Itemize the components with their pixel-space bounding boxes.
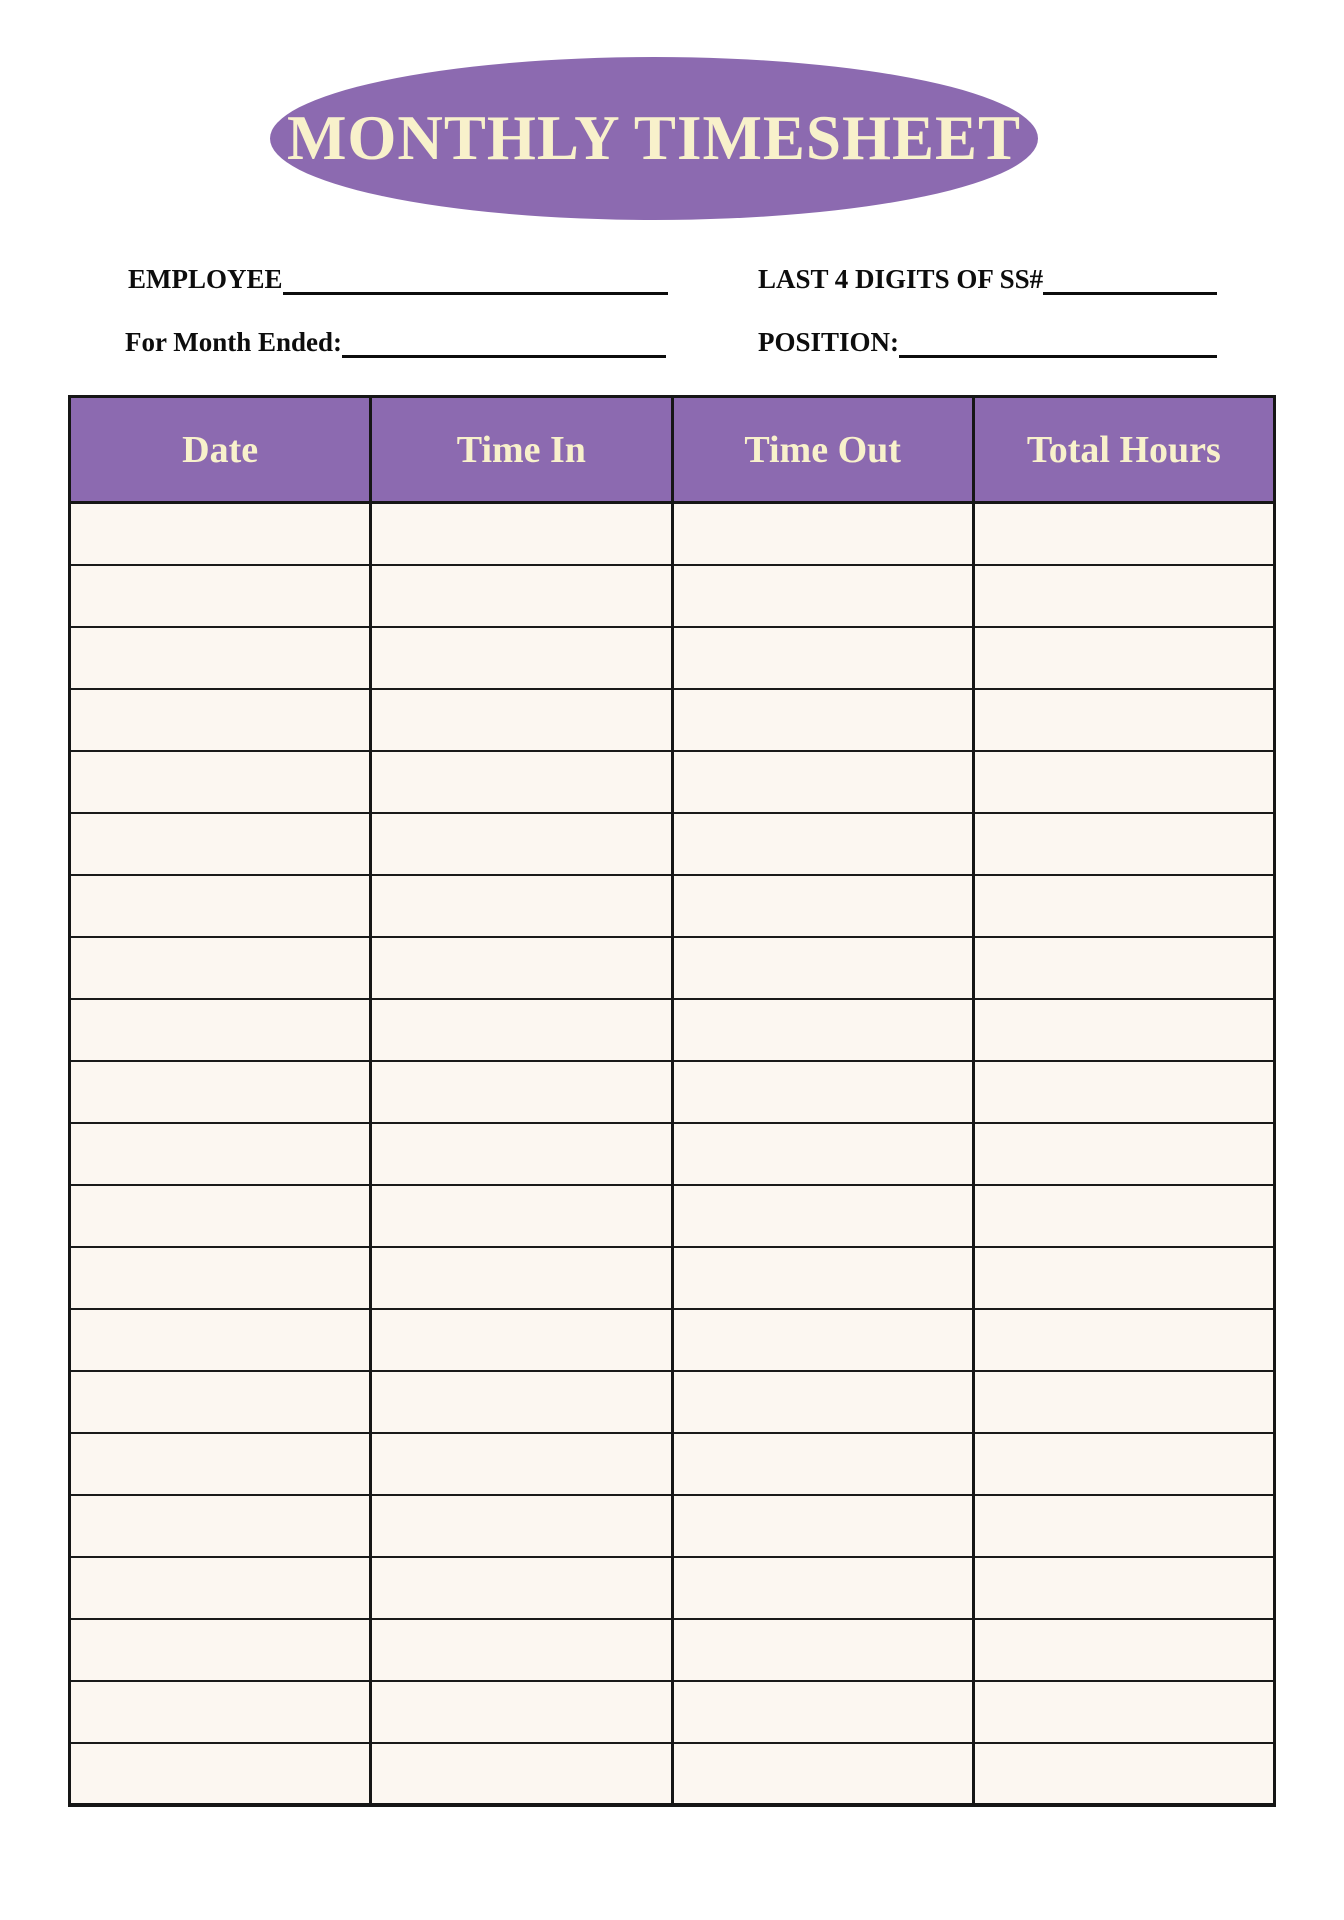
timesheet-cell: [70, 1681, 371, 1743]
timesheet-cell: [973, 999, 1274, 1061]
timesheet-cell: [973, 1743, 1274, 1805]
timesheet-cell: [672, 813, 973, 875]
timesheet-cell: [672, 1495, 973, 1557]
table-row: [70, 1433, 1275, 1495]
month-ended-field: [125, 327, 666, 358]
timesheet-cell: [973, 1247, 1274, 1309]
timesheet-cell: [973, 1185, 1274, 1247]
table-row: [70, 999, 1275, 1061]
position-fill-line: [899, 355, 1217, 358]
timesheet-cell: [70, 627, 371, 689]
column-header-date: Date: [70, 397, 371, 503]
timesheet-cell: [70, 565, 371, 627]
header-row: [70, 397, 1275, 503]
table-row: [70, 1557, 1275, 1619]
timesheet-cell: [371, 937, 672, 999]
timesheet-cell: [973, 1309, 1274, 1371]
timesheet-cell: [371, 1247, 672, 1309]
table-row: [70, 1185, 1275, 1247]
timesheet-cell: [973, 565, 1274, 627]
timesheet-cell: [70, 813, 371, 875]
table-row: [70, 937, 1275, 999]
timesheet-cell: [672, 1185, 973, 1247]
timesheet-cell: [672, 937, 973, 999]
table-row: [70, 1619, 1275, 1681]
timesheet-cell: [672, 751, 973, 813]
timesheet-cell: [973, 813, 1274, 875]
table-row: [70, 1743, 1275, 1805]
employee-fill-line: [283, 292, 668, 295]
column-header-time-in: Time In: [371, 397, 672, 503]
month-ended-fill-line: [342, 355, 666, 358]
timesheet-cell: [371, 1185, 672, 1247]
table-row: [70, 503, 1275, 565]
timesheet-cell: [973, 1061, 1274, 1123]
timesheet-cell: [371, 1557, 672, 1619]
timesheet-cell: [371, 813, 672, 875]
table-row: [70, 1247, 1275, 1309]
column-header-total-hours: Total Hours: [973, 397, 1274, 503]
column-header-time-out: Time Out: [672, 397, 973, 503]
timesheet-cell: [70, 1619, 371, 1681]
timesheet-cell: [371, 627, 672, 689]
timesheet-cell: [973, 937, 1274, 999]
timesheet-cell: [371, 1123, 672, 1185]
table-row: [70, 1123, 1275, 1185]
timesheet-cell: [371, 1495, 672, 1557]
timesheet-cell: [973, 1681, 1274, 1743]
timesheet-cell: [70, 1743, 371, 1805]
timesheet-cell: [70, 1371, 371, 1433]
timesheet-cell: [371, 1433, 672, 1495]
timesheet-cell: [371, 503, 672, 565]
table-row: [70, 1371, 1275, 1433]
table-row: [70, 1495, 1275, 1557]
ss-digits-field: [758, 264, 1217, 295]
timesheet-cell: [973, 1123, 1274, 1185]
timesheet-cell: [70, 1061, 371, 1123]
timesheet-cell: [672, 689, 973, 751]
timesheet-cell: [371, 1743, 672, 1805]
employee-field: [128, 264, 668, 295]
timesheet-cell: [973, 751, 1274, 813]
timesheet-cell: [672, 999, 973, 1061]
timesheet-cell: [672, 565, 973, 627]
timesheet-cell: [70, 937, 371, 999]
timesheet-body: [70, 503, 1275, 1805]
timesheet-cell: [371, 1371, 672, 1433]
timesheet-cell: [973, 1433, 1274, 1495]
table-row: [70, 1309, 1275, 1371]
timesheet-cell: [70, 1495, 371, 1557]
timesheet-cell: [973, 1371, 1274, 1433]
timesheet-cell: [672, 875, 973, 937]
timesheet-cell: [672, 503, 973, 565]
timesheet-cell: [371, 1681, 672, 1743]
timesheet-cell: [70, 875, 371, 937]
timesheet-cell: [70, 1557, 371, 1619]
timesheet-cell: [973, 1557, 1274, 1619]
timesheet-cell: [70, 1433, 371, 1495]
timesheet-cell: [973, 627, 1274, 689]
timesheet-table: [68, 395, 1276, 1807]
timesheet-cell: [672, 1557, 973, 1619]
position-label: POSITION:: [758, 327, 900, 357]
table-row: [70, 751, 1275, 813]
timesheet-cell: [672, 1371, 973, 1433]
timesheet-cell: [672, 1743, 973, 1805]
timesheet-cell: [973, 875, 1274, 937]
timesheet-cell: [672, 1309, 973, 1371]
title-banner-ellipse: [270, 57, 1038, 220]
timesheet-cell: [672, 627, 973, 689]
timesheet-cell: [70, 1185, 371, 1247]
ss-digits-fill-line: [1043, 292, 1217, 295]
table-row: [70, 627, 1275, 689]
timesheet-cell: [371, 999, 672, 1061]
table-row: [70, 813, 1275, 875]
position-field: [758, 327, 1217, 358]
timesheet-cell: [672, 1123, 973, 1185]
timesheet-cell: [70, 689, 371, 751]
month-ended-label: For Month Ended:: [125, 327, 343, 357]
timesheet-cell: [70, 503, 371, 565]
page-title: MONTHLY TIMESHEET: [286, 103, 1022, 173]
timesheet-cell: [973, 1619, 1274, 1681]
timesheet-cell: [70, 1247, 371, 1309]
timesheet-cell: [973, 503, 1274, 565]
timesheet-cell: [70, 1309, 371, 1371]
table-row: [70, 1681, 1275, 1743]
timesheet-cell: [70, 1123, 371, 1185]
table-row: [70, 1061, 1275, 1123]
timesheet-cell: [672, 1681, 973, 1743]
timesheet-cell: [371, 1619, 672, 1681]
timesheet-cell: [371, 565, 672, 627]
timesheet-cell: [371, 751, 672, 813]
timesheet-cell: [973, 689, 1274, 751]
timesheet-cell: [371, 689, 672, 751]
ss-digits-label: LAST 4 DIGITS OF SS#: [758, 264, 1044, 294]
timesheet-cell: [672, 1247, 973, 1309]
table-row: [70, 689, 1275, 751]
table-row: [70, 565, 1275, 627]
timesheet-header: [70, 397, 1275, 503]
timesheet-cell: [371, 1061, 672, 1123]
timesheet-cell: [672, 1061, 973, 1123]
timesheet-cell: [371, 1309, 672, 1371]
table-row: [70, 875, 1275, 937]
timesheet-cell: [70, 999, 371, 1061]
timesheet-cell: [672, 1619, 973, 1681]
timesheet-cell: [672, 1433, 973, 1495]
timesheet-cell: [973, 1495, 1274, 1557]
employee-label: EMPLOYEE: [128, 264, 283, 294]
timesheet-cell: [70, 751, 371, 813]
timesheet-cell: [371, 875, 672, 937]
